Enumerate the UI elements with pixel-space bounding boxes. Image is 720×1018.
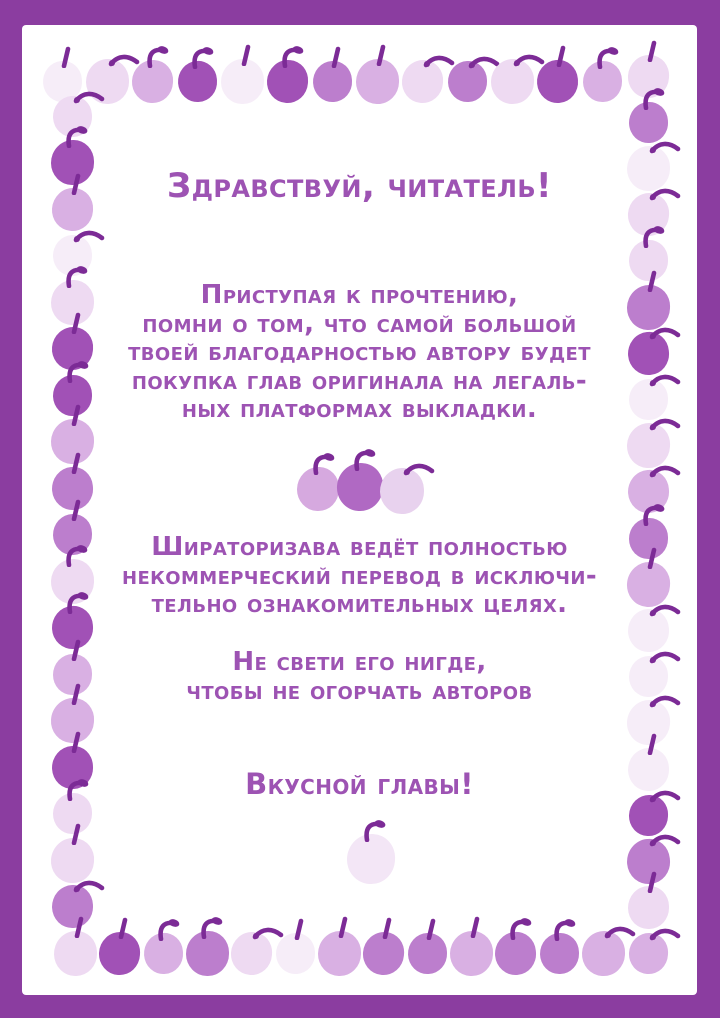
text-line: ных платформах выкладки. [181, 394, 538, 424]
text-line: некоммерческий перевод в исключи- [121, 560, 598, 591]
text-line: покупка глав оригинала на легаль- [131, 365, 588, 396]
notice-paragraph-warning [22, 648, 697, 705]
text-line: чтобы не огорчать авторов [186, 675, 533, 706]
text-line: Приступая к прочтению, [200, 280, 519, 310]
closing-wish: Вкусной главы! [245, 767, 474, 801]
text-line: Шираторизава ведёт полностью [151, 532, 568, 562]
notice-paragraph-legal [22, 281, 697, 424]
text-line: твоей благодарностью автору будет [128, 337, 591, 367]
text-line: помни о том, что самой большой [142, 308, 577, 339]
text-line: Не свети его нигде, [232, 647, 487, 677]
text-line: тельно ознакомительных целях. [151, 589, 568, 619]
notice-paragraph-noncommercial [22, 533, 697, 619]
page-title: Здравствуй, читатель! [167, 166, 552, 206]
